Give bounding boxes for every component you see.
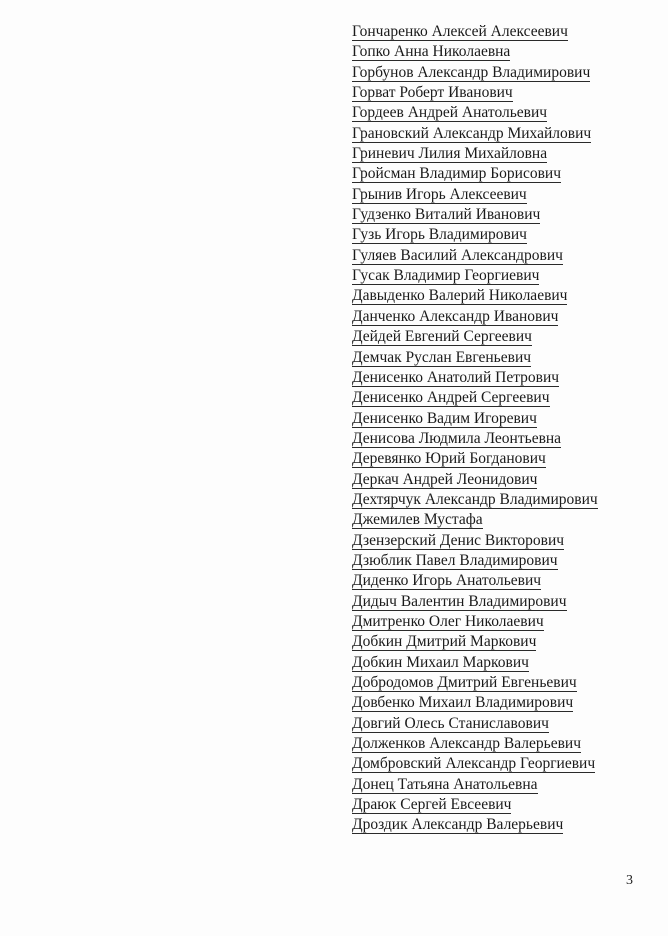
list-item	[352, 531, 598, 551]
name-text: Дехтярчук Александр Владимирович	[352, 490, 598, 508]
list-item	[352, 388, 598, 408]
list-item	[352, 144, 598, 164]
list-item	[352, 470, 598, 490]
list-item	[352, 714, 598, 734]
list-item	[352, 510, 598, 530]
list-item	[352, 307, 598, 327]
list-item	[352, 409, 598, 429]
list-item	[352, 164, 598, 184]
name-text: Дроздик Александр Валерьевич	[352, 816, 564, 834]
page-number: 3	[626, 873, 633, 888]
name-text: Денисенко Андрей Сергеевич	[352, 389, 550, 407]
name-text: Добродомов Дмитрий Евгеньевич	[352, 674, 577, 691]
name-text: Добкин Дмитрий Маркович	[352, 633, 537, 651]
list-item	[352, 42, 598, 62]
name-text: Деркач Андрей Леонидович	[352, 470, 538, 488]
name-text: Гузь Игорь Владимирович	[352, 226, 527, 244]
list-item	[352, 266, 598, 286]
name-text: Драюк Сергей Евсеевич	[352, 796, 512, 814]
list-item	[352, 754, 598, 774]
name-text: Дейдей Евгений Сергеевич	[352, 328, 532, 346]
name-text: Диденко Игорь Анатольевич	[352, 572, 542, 590]
list-item	[352, 612, 598, 632]
list-item	[352, 673, 598, 693]
name-text: Дидыч Валентин Владимирович	[352, 592, 567, 610]
list-item	[352, 490, 598, 510]
list-item	[352, 571, 598, 591]
name-text: Дзензерский Денис Викторович	[352, 531, 565, 549]
name-text: Гордеев Андрей Анатольевич	[352, 104, 548, 122]
name-text: Денисенко Вадим Игоревич	[352, 409, 537, 427]
name-text: Гуляев Василий Александрович	[352, 246, 563, 264]
list-item	[352, 205, 598, 225]
list-item	[352, 592, 598, 612]
name-text: Гриневич Лилия Михайловна	[352, 145, 548, 163]
name-text: Деревянко Юрий Богданович	[352, 450, 546, 468]
list-item	[352, 693, 598, 713]
name-text: Дмитренко Олег Николаевич	[352, 612, 544, 630]
name-text: Дзюблик Павел Владимирович	[352, 551, 558, 569]
list-item	[352, 286, 598, 306]
list-item	[352, 225, 598, 245]
name-text: Гройсман Владимир Борисович	[352, 165, 562, 183]
names-list	[352, 22, 598, 836]
name-text: Денисова Людмила Леонтьевна	[352, 429, 562, 447]
name-text: Горбунов Александр Владимирович	[352, 63, 591, 81]
name-text: Денисенко Анатолий Петрович	[352, 368, 560, 386]
list-item	[352, 63, 598, 83]
list-item	[352, 103, 598, 123]
name-text: Грановский Александр Михайлович	[352, 124, 592, 142]
list-item	[352, 775, 598, 795]
name-text: Долженков Александр Валерьевич	[352, 735, 582, 753]
list-item	[352, 795, 598, 815]
list-item	[352, 429, 598, 449]
list-item	[352, 551, 598, 571]
list-item	[352, 246, 598, 266]
name-text: Гопко Анна Николаевна	[352, 43, 511, 61]
name-text: Давыденко Валерий Николаевич	[352, 287, 568, 305]
name-text: Домбровский Александр Георгиевич	[352, 755, 596, 773]
list-item	[352, 348, 598, 368]
list-item	[352, 22, 598, 42]
list-item	[352, 83, 598, 103]
name-text: Данченко Александр Иванович	[352, 307, 559, 325]
name-text: Джемилев Мустафа	[352, 511, 483, 529]
name-text: Добкин Михаил Маркович	[352, 653, 529, 671]
name-text: Демчак Руслан Евгеньевич	[352, 348, 532, 366]
list-item	[352, 653, 598, 673]
name-text: Гусак Владимир Георгиевич	[352, 267, 540, 285]
list-item	[352, 449, 598, 469]
name-text: Грынив Игорь Алексеевич	[352, 185, 527, 203]
name-text: Довгий Олесь Станиславович	[352, 714, 549, 732]
list-item	[352, 815, 598, 835]
list-item	[352, 185, 598, 205]
list-item	[352, 734, 598, 754]
list-item	[352, 368, 598, 388]
list-item	[352, 632, 598, 652]
name-text: Горват Роберт Иванович	[352, 84, 513, 102]
list-item	[352, 124, 598, 144]
list-item	[352, 327, 598, 347]
name-text: Гончаренко Алексей Алексеевич	[352, 23, 568, 40]
name-text: Довбенко Михаил Владимирович	[352, 694, 574, 712]
name-text: Гудзенко Виталий Иванович	[352, 206, 541, 224]
name-text: Донец Татьяна Анатольевна	[352, 775, 538, 793]
